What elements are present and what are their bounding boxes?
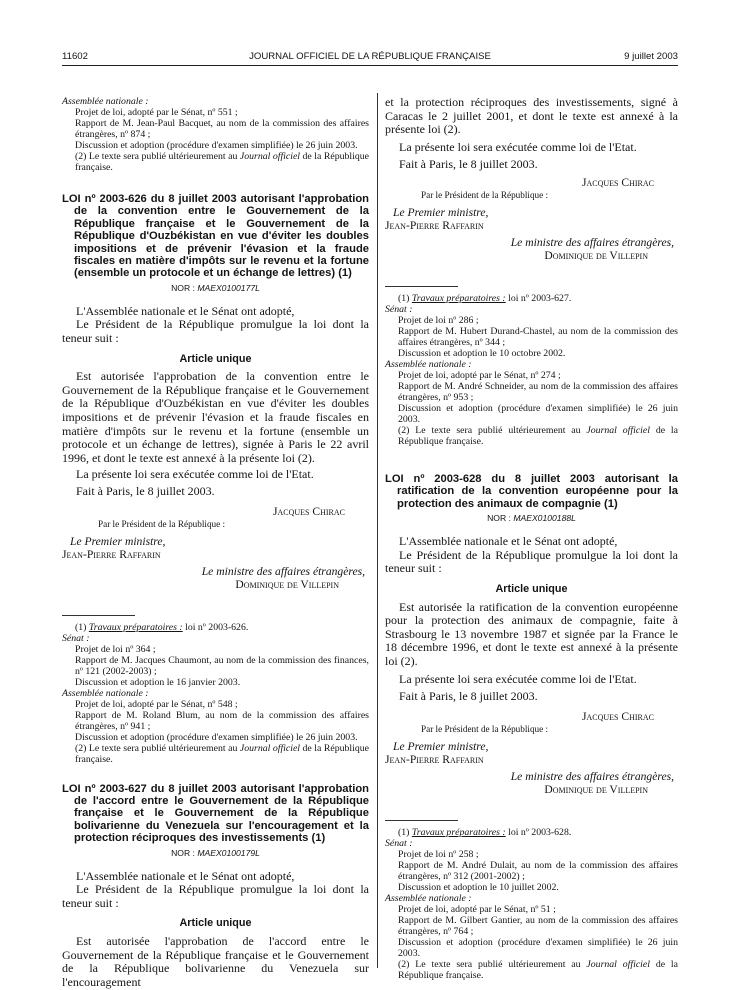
footnote-senat-label: Sénat : <box>385 303 413 315</box>
footnote-note-2: (2) Le texte sera publié ultérieurement au Journal officiel de la République française. <box>398 424 678 447</box>
footnote-an-label: Assemblée nationale : <box>62 96 149 107</box>
footnote-line: Discussion et adoption le 16 janvier 2003. <box>75 676 241 688</box>
fait-line: Fait à Paris, le 8 juillet 2003. <box>399 689 538 704</box>
footnote-line: Projet de loi, adopté par le Sénat, nº 548 ; <box>75 698 238 710</box>
law-626-body <box>62 305 369 499</box>
footnote-an-label: Assemblée nationale : <box>385 358 472 370</box>
par-president: Par le Président de la République : <box>421 723 549 734</box>
article-text: Est autorisée l'approbation de la convention entre le Gouvernement de la République française et le Gouvernement de la République d'Ouzbékistan en vue d'éviter les doubles impositions et de prévenir l'évasion et la fraude fiscales en matière d'impôts sur le revenu et la fortune (ensemble un protocole et un échange de lettres), signée à Paris le 22 avril 1996, et dont le texte est annexé à la présente loi (2). <box>62 369 369 465</box>
law-627-title: LOI nº 2003-627 du 8 juillet 2003 autorisant l'approbation de l'accord entre le Gouvernement de la République française et le Gouvernement de la République bolivarienne du Venezuela sur l'encouragement et la protection réciproques des investissements (1) <box>62 782 369 845</box>
footnote-line: Rapport de M. Hubert Durand-Chastel, au nom de la commission des affaires étrangères, nº 344 ; <box>398 325 678 348</box>
law-628-body <box>385 535 678 704</box>
left-column <box>62 96 369 989</box>
law-628-title: LOI nº 2003-628 du 8 juillet 2003 autorisant la ratification de la convention européenne pour la protection des animaux de compagnie (1) <box>385 472 678 510</box>
article-text-part-2: et la protection réciproques des investissements, signé à Caracas le 2 juillet 2001, et dont le texte est annexé à la présente loi (2). <box>385 95 678 137</box>
minister-name: Dominique de Villepin <box>544 248 648 262</box>
law-627-body <box>62 870 369 990</box>
signer-name: Jacques Chirac <box>581 709 654 723</box>
adopted-line: L'Assemblée nationale et le Sénat ont adopté, <box>76 303 295 318</box>
law-628-footnotes <box>385 827 678 981</box>
law-628-signatures <box>385 710 678 796</box>
pm-name: Jean-Pierre Raffarin <box>385 218 484 232</box>
promulgation-line: Le Président de la République promulgue la loi dont la teneur suit : <box>62 317 369 346</box>
law-627-footnotes <box>385 293 678 447</box>
law-627-nor: NOR : MAEX0100179L <box>171 847 260 858</box>
footnote-line: Projet de loi, adopté par le Sénat, nº 51 ; <box>398 903 556 915</box>
footnote-line: Rapport de M. André Dulait, au nom de la commission des affaires étrangères, nº 312 (2001-2002) ; <box>398 859 678 882</box>
footnote-rule <box>385 286 458 287</box>
article-text: Est autorisée la ratification de la convention européenne pour la protection des animaux de compagnie, faite à Strasbourg le 13 novembre 1987 et signée par la France le 18 décembre 1996, et dont le texte est annexé à la présente loi (2). <box>385 599 678 668</box>
minister-name: Dominique de Villepin <box>235 577 339 591</box>
footnote-line: Rapport de M. André Schneider, au nom de la commission des affaires étrangères, nº 953 ; <box>398 380 678 403</box>
minister-title: Le ministre des affaires étrangères, <box>201 564 365 578</box>
footnote-note-2: (2) Le texte sera publié ultérieurement au Journal officiel de la République française. <box>75 742 369 765</box>
par-president: Par le Président de la République : <box>98 518 226 529</box>
minister-title: Le ministre des affaires étrangères, <box>510 769 674 783</box>
footnote-an-label: Assemblée nationale : <box>62 687 149 699</box>
footnote-an-label: Assemblée nationale : <box>385 892 472 904</box>
footnote-line: Discussion et adoption le 10 juillet 2002. <box>398 881 559 893</box>
par-president: Par le Président de la République : <box>421 189 549 200</box>
footnote-travaux: (1) Travaux préparatoires : loi nº 2003-626. <box>75 621 249 633</box>
page-number: 11602 <box>62 51 88 62</box>
pm-name: Jean-Pierre Raffarin <box>385 752 484 766</box>
execution-line: La présente loi sera exécutée comme loi de l'Etat. <box>399 139 637 154</box>
law-626-nor: NOR : MAEX0100177L <box>171 282 260 293</box>
law-626-footnotes <box>62 622 369 765</box>
fait-line: Fait à Paris, le 8 juillet 2003. <box>399 157 538 172</box>
footnote-line: Projet de loi nº 286 ; <box>398 314 479 326</box>
footnote-line: Discussion et adoption (procédure d'examen simplifiée) le 26 juin 2003. <box>398 936 678 959</box>
footnote-note-2: (2) Le texte sera publié ultérieurement au Journal officiel de la République française. <box>398 958 678 981</box>
footnote-line: Discussion et adoption (procédure d'examen simplifiée) le 26 juin 2003. <box>75 140 358 151</box>
minister-name: Dominique de Villepin <box>544 782 648 796</box>
footnote-travaux: (1) Travaux préparatoires : loi nº 2003-628. <box>398 826 572 838</box>
law-626-title: LOI nº 2003-626 du 8 juillet 2003 autorisant l'approbation de la convention entre le Gouvernement de la République française et le Gouvernement de la République d'Ouzbékistan en vue d'éviter les doubles impositions et de prévenir l'évasion et la fraude fiscales en matière d'impôts sur le revenu et la fortune (ensemble un protocole et un échange de lettres) (1) <box>62 193 369 280</box>
footnote-line: Rapport de M. Jacques Chaumont, au nom de la commission des finances, nº 121 (2002-2003) ; <box>75 654 369 677</box>
pm-name: Jean-Pierre Raffarin <box>62 547 161 561</box>
adopted-line: L'Assemblée nationale et le Sénat ont adopté, <box>399 534 618 549</box>
execution-line: La présente loi sera exécutée comme loi de l'Etat. <box>399 671 637 686</box>
article-text-part-1: Est autorisée l'approbation de l'accord entre le Gouvernement de la République française et le Gouvernement de la République bolivarienne du Venezuela sur l'encouragement <box>62 933 369 989</box>
footnote-line: Rapport de M. Jean-Paul Bacquet, au nom de la commission des affaires étrangères, nº 874 ; <box>75 118 369 140</box>
column-divider <box>377 93 378 968</box>
footnote-line: Rapport de M. Gilbert Gantier, au nom de la commission des affaires étrangères, nº 764 ; <box>398 914 678 937</box>
issue-date: 9 juillet 2003 <box>624 51 678 62</box>
article-heading: Article unique <box>495 582 568 595</box>
footnote-note-2: (2) Le texte sera publié ultérieurement au Journal officiel de la République française. <box>75 151 369 173</box>
footnote-rule <box>385 820 458 821</box>
footnote-line: Projet de loi nº 258 ; <box>398 848 479 860</box>
execution-line: La présente loi sera exécutée comme loi de l'Etat. <box>76 467 314 482</box>
article-heading: Article unique <box>179 352 252 365</box>
pm-title: Le Premier ministre, <box>70 534 166 548</box>
minister-title: Le ministre des affaires étrangères, <box>510 235 674 249</box>
fait-line: Fait à Paris, le 8 juillet 2003. <box>76 483 215 498</box>
footnote-travaux: (1) Travaux préparatoires : loi nº 2003-627. <box>398 292 572 304</box>
law-627-body-continued <box>385 96 678 172</box>
footnote-senat-label: Sénat : <box>385 837 413 849</box>
footnote-rule <box>62 615 135 616</box>
footnote-continued <box>62 96 369 173</box>
footnote-line: Rapport de M. Roland Blum, au nom de la commission des affaires étrangères, nº 941 ; <box>75 709 369 732</box>
footnote-line: Projet de loi, adopté par le Sénat, nº 551 ; <box>75 107 238 118</box>
article-heading: Article unique <box>179 917 252 930</box>
footnote-line: Discussion et adoption (procédure d'examen simplifiée) le 26 juin 2003. <box>75 731 358 743</box>
footnote-line: Projet de loi nº 364 ; <box>75 643 156 655</box>
footnote-line: Projet de loi, adopté par le Sénat, nº 274 ; <box>398 369 561 381</box>
adopted-line: L'Assemblée nationale et le Sénat ont adopté, <box>76 868 295 883</box>
page-header <box>62 51 678 66</box>
signer-name: Jacques Chirac <box>272 504 345 518</box>
law-626-signatures <box>62 505 369 591</box>
law-628-nor: NOR : MAEX0100188L <box>487 513 576 524</box>
promulgation-line: Le Président de la République promulgue la loi dont la teneur suit : <box>385 547 678 576</box>
footnote-line: Discussion et adoption (procédure d'examen simplifiée) le 26 juin 2003. <box>398 402 678 425</box>
pm-title: Le Premier ministre, <box>393 205 489 219</box>
promulgation-line: Le Président de la République promulgue la loi dont la teneur suit : <box>62 882 369 910</box>
law-627-signatures <box>385 176 678 262</box>
right-column <box>385 96 678 981</box>
journal-title: JOURNAL OFFICIEL DE LA RÉPUBLIQUE FRANÇAISE <box>249 51 491 62</box>
pm-title: Le Premier ministre, <box>393 739 489 753</box>
signer-name: Jacques Chirac <box>581 175 654 189</box>
footnote-senat-label: Sénat : <box>62 632 90 644</box>
footnote-line: Discussion et adoption le 10 octobre 2002. <box>398 347 566 359</box>
